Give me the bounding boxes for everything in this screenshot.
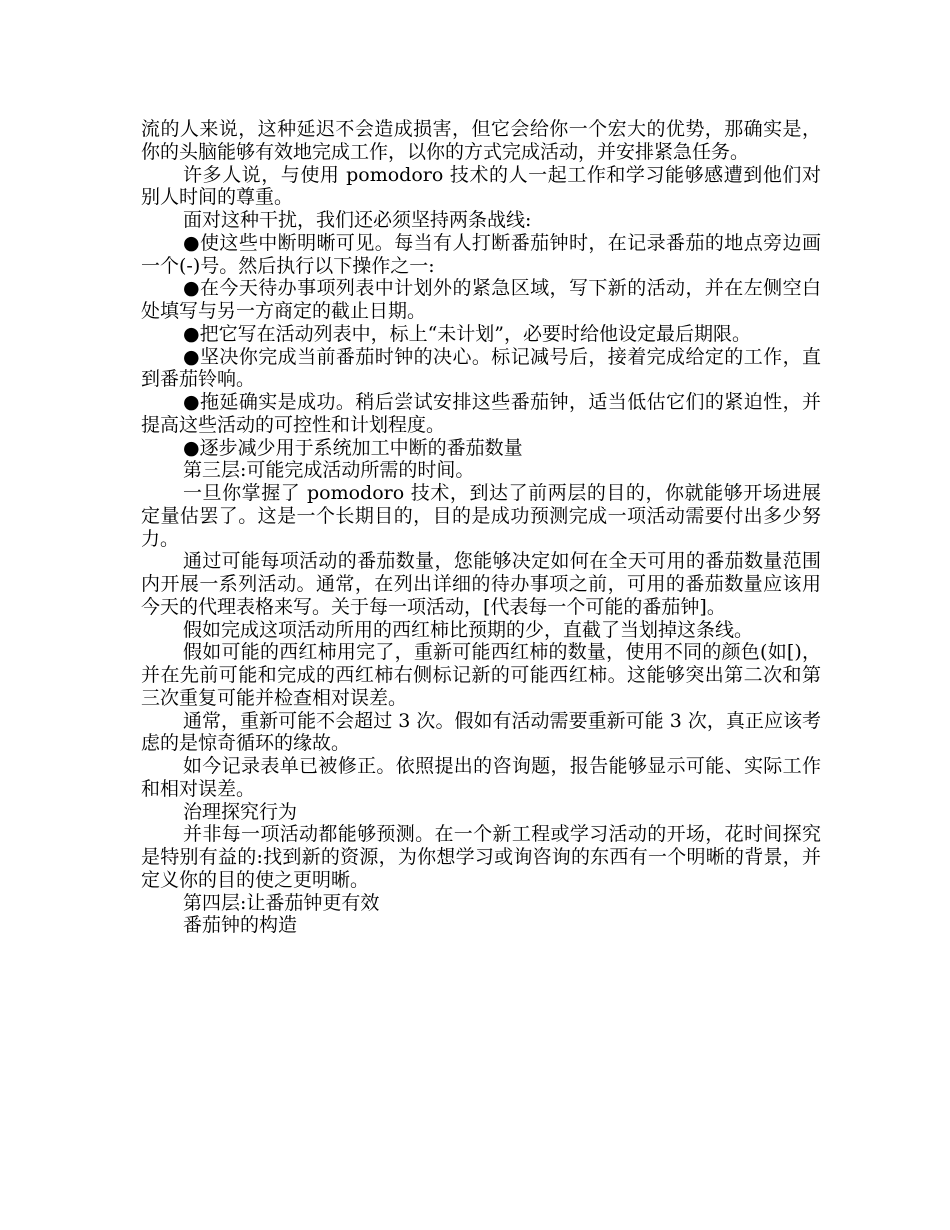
bullet-paragraph: ●逐步减少用于系统加工中断的番茄数量	[183, 436, 523, 459]
paragraph: 并非每一项活动都能够预测。在一个新工程或学习活动的开场，花时间探究是特别有益的:找到新的资源，为你想学习或询咨询的东西有一个明晰的背景，并定义你的目的使之更明晰。	[141, 823, 821, 891]
paragraph: 通过可能每项活动的番茄数量，您能够决定如何在全天可用的番茄数量范围内开展一系列活动。通常，在列出详细的待办事项之前，可用的番茄数量应该用今天的代理表格来写。关于每一项活动，[代表每一个可能的番茄钟]。	[141, 550, 821, 618]
bullet-paragraph: ●拖延确实是成功。稍后尝试安排这些番茄钟，适当低估它们的紧迫性，并提高这些活动的可控性和计划程度。	[141, 391, 821, 436]
bullet-paragraph: ●在今天待办事项列表中计划外的紧急区域，写下新的活动，并在左侧空白处填写与另一方商定的截止日期。	[141, 277, 821, 322]
section-heading: 番茄钟的构造	[183, 914, 298, 937]
body-text	[141, 118, 821, 937]
paragraph: 许多人说，与使用 pomodoro 技术的人一起工作和学习能够感遭到他们对别人时间的尊重。	[141, 163, 821, 209]
paragraph: 一旦你掌握了 pomodoro 技术，到达了前两层的目的，你就能够开场进展定量估罢了。这是一个长期目的，目的是成功预测完成一项活动需要付出多少努力。	[141, 482, 821, 550]
bullet-paragraph: ●坚决你完成当前番茄时钟的决心。标记减号后，接着完成给定的工作，直到番茄铃响。	[141, 345, 821, 391]
bullet-paragraph: ●把它写在活动列表中，标上“未计划”，必要时给他设定最后期限。	[183, 322, 752, 345]
paragraph: 流的人来说，这种延迟不会造成损害，但它会给你一个宏大的优势，那确实是，你的头脑能够有效地完成工作，以你的方式完成活动，并安排紧急任务。	[141, 118, 821, 163]
paragraph: 假如完成这项活动所用的西红柿比预期的少，直截了当划掉这条线。	[183, 618, 754, 641]
paragraph: 如今记录表单已被修正。依照提出的咨询题，报告能够显示可能、实际工作和相对误差。	[141, 755, 821, 800]
paragraph: 通常，重新可能不会超过 3 次。假如有活动需要重新可能 3 次，真正应该考虑的是惊奇循环的缘故。	[141, 709, 821, 755]
section-heading: 第四层:让番茄钟更有效	[183, 891, 380, 914]
section-heading: 第三层:可能完成活动所需的时间。	[183, 459, 475, 482]
paragraph: 假如可能的西红柿用完了，重新可能西红柿的数量，使用不同的颜色(如[)，并在先前可能和完成的西红柿右侧标记新的可能西红柿。这能够突出第二次和第三次重复可能并检查相对误差。	[141, 641, 821, 709]
section-heading: 治理探究行为	[183, 800, 298, 823]
bullet-paragraph: ●使这些中断明晰可见。每当有人打断番茄钟时，在记录番茄的地点旁边画一个(-)号。然后执行以下操作之一:	[141, 231, 821, 277]
paragraph: 面对这种干扰，我们还必须坚持两条战线:	[183, 209, 532, 231]
